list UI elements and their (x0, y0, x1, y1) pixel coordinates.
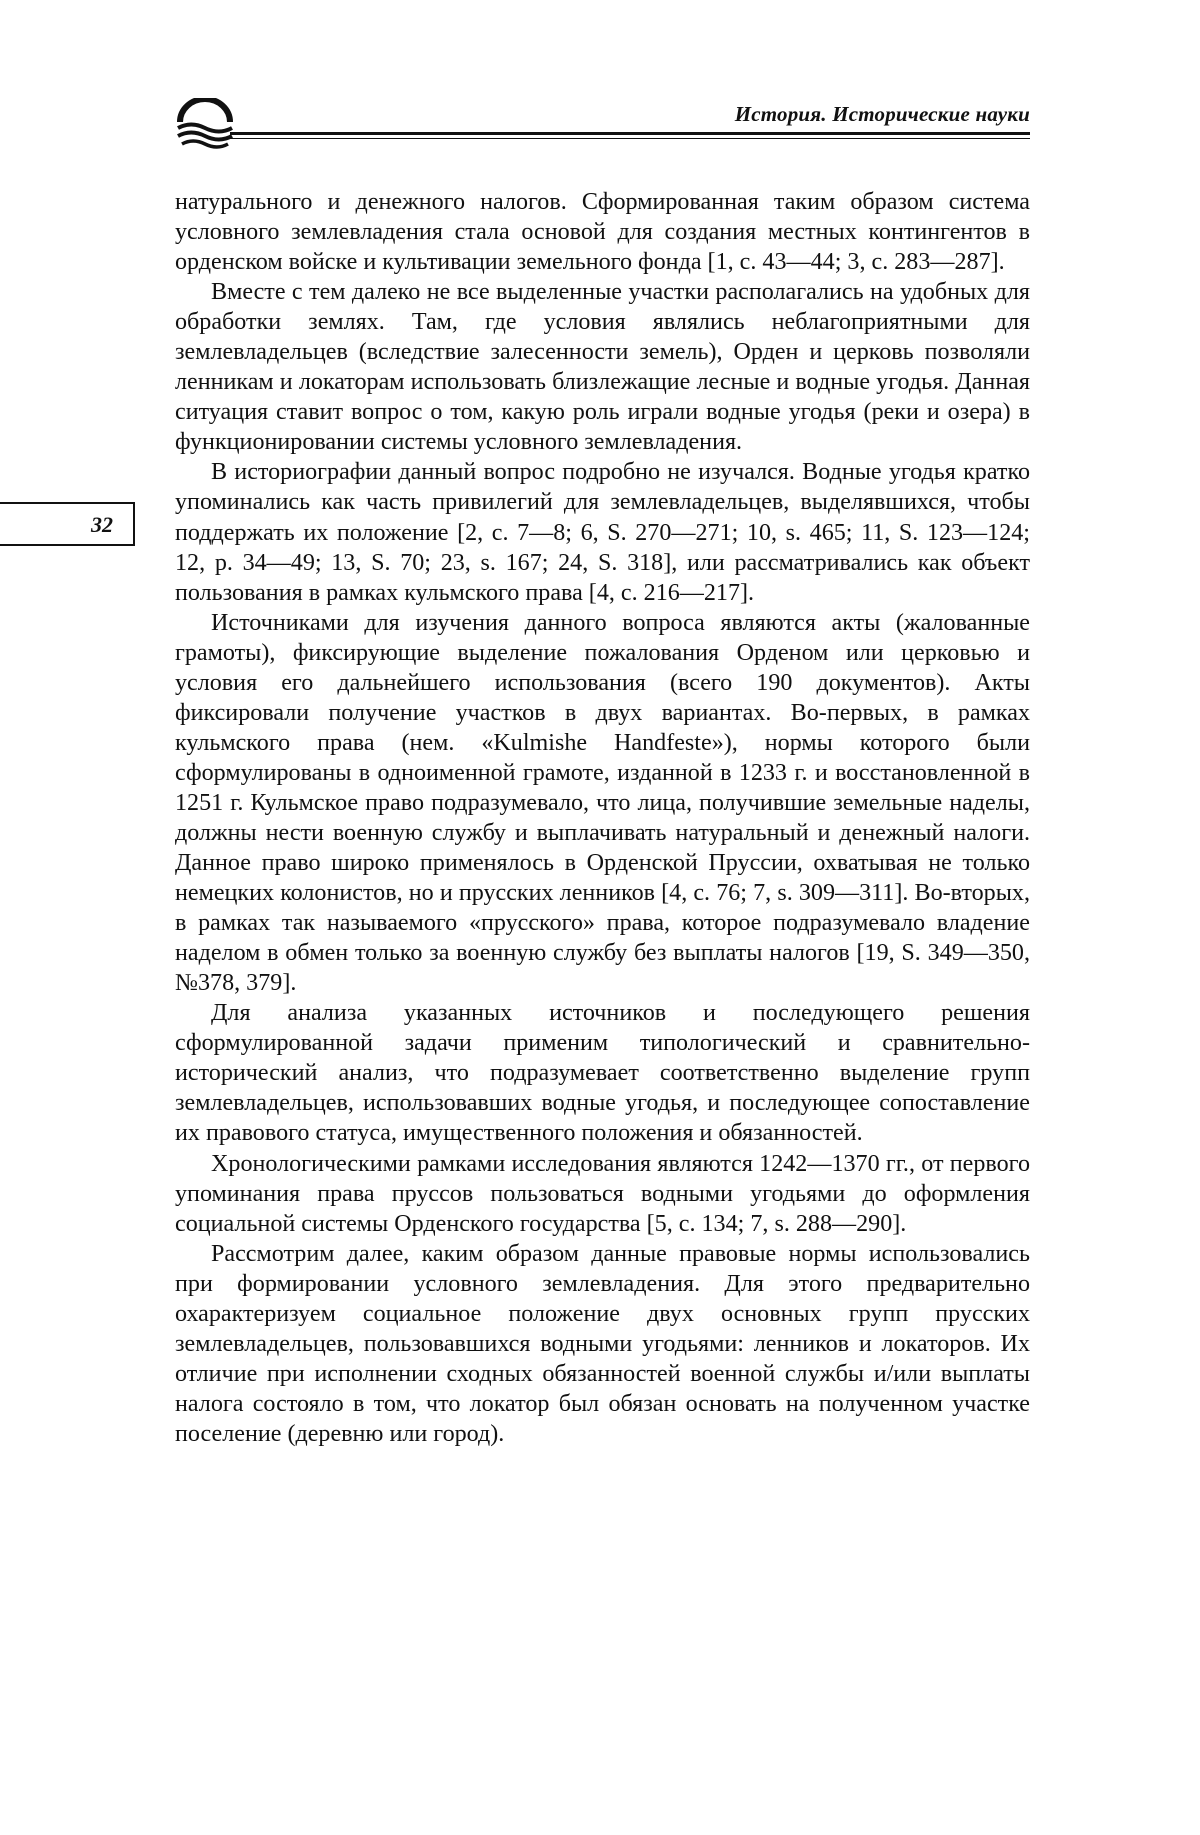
page-number-tab (0, 502, 135, 546)
paragraph: Рассмотрим далее, каким образом данные правовые нормы использовались при формировании условного землевладения. Для этого предварительно охарактеризуем социальное положение двух основных групп прусских землевладельцев, пользовавшихся водными угодьями: ленников и локаторов. Их отличие при исполнении сходных обязанностей военной службы и/или выплаты налога состояло в том, что локатор был обязан основать на полученном участке поселение (деревню или город). (175, 1240, 1030, 1447)
header-rule-thick (230, 132, 1030, 135)
body-text (175, 187, 1030, 1449)
paragraph: Хронологическими рамками исследования являются 1242—1370 гг., от первого упоминания права пруссов пользоваться водными угодьями до оформления социальной системы Орденского государства [5, с. 134; 7, s. 288—290]. (175, 1150, 1030, 1237)
paragraph: натурального и денежного налогов. Сформированная таким образом система условного землевладения стала основой для создания местных контингентов в орденском войске и культивации земельного фонда [1, с. 43—44; 3, с. 283—287]. (175, 189, 1030, 276)
page-number: 32 (91, 512, 113, 537)
paragraph: Источниками для изучения данного вопроса являются акты (жалованные грамоты), фиксирующие выделение пожалования Орденом или церковью и условия его дальнейшего использования (всего 190 документов). Акты фиксировали получение участков в двух вариантах. Во-первых, в рамках кульмского права (нем. «Kulmishe Handfeste»), нормы которого были сформулированы в одноименной грамоте, изданной в 1233 г. и восстановленной в 1251 г. Кульмское право подразумевало, что лица, получившие земельные наделы, должны нести военную службу и выплачивать натуральный и денежный налоги. Данное право широко применялось в Орденской Пруссии, охватывая не только немецких колонистов, но и прусских ленников [4, с. 76; 7, s. 309—311]. Во-вторых, в рамках так называемого «прусского» права, которое подразумевало владение наделом в обмен только за военную службу без выплаты налогов [19, S. 349—350, №378, 379]. (175, 609, 1030, 997)
paragraph: Вместе с тем далеко не все выделенные участки располагались на удобных для обработки землях. Там, где условия являлись неблагоприятными для землевладельцев (вследствие залесенности земель), Орден и церковь позволяли ленникам и локаторам использовать близлежащие лесные и водные угодья. Данная ситуация ставит вопрос о том, какую роль играли водные угодья (реки и озера) в функционировании системы условного землевладения. (175, 279, 1030, 456)
journal-logo-icon (174, 98, 236, 154)
running-header (174, 92, 1030, 152)
header-rule-thin (230, 138, 1030, 139)
paragraph: Для анализа указанных источников и последующего решения сформулированной задачи применим типологический и сравнительно-исторический анализ, что подразумевает соответственно выделение групп землевладельцев, использовавших водные угодья, и последующее сопоставление их правового статуса, имущественного положения и обязанностей. (175, 1000, 1030, 1147)
section-title: История. Исторические науки (734, 102, 1030, 126)
paragraph: В историографии данный вопрос подробно не изучался. Водные угодья кратко упоминались как часть привилегий для землевладельцев, выделявшихся, чтобы поддержать их положение [2, с. 7—8; 6, S. 270—271; 10, s. 465; 11, S. 123—124; 12, p. 34—49; 13, S. 70; 23, s. 167; 24, S. 318], или рассматривались как объект пользования в рамках кульмского права [4, с. 216—217]. (175, 459, 1030, 606)
